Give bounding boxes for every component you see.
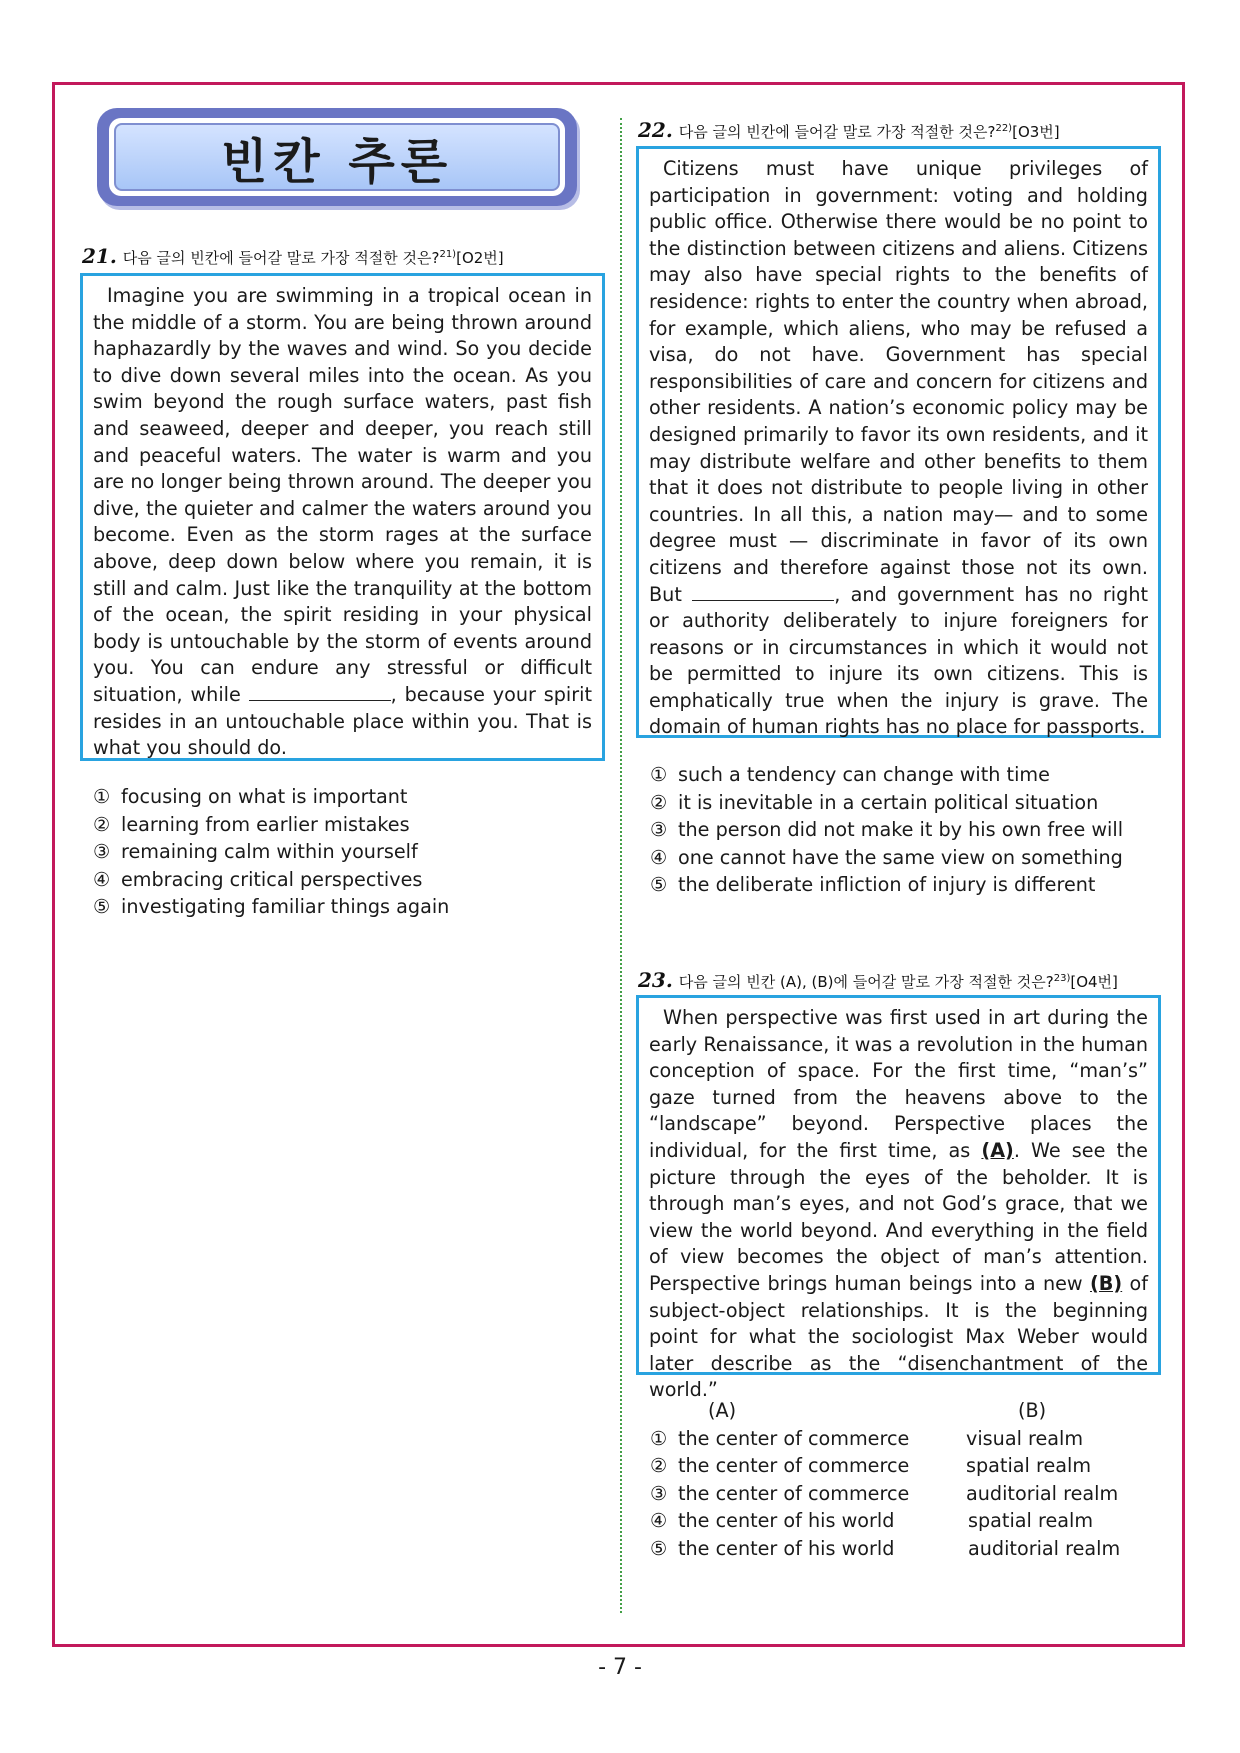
q22-blank [692, 582, 834, 601]
q22-code: [O3번] [1012, 123, 1060, 141]
q22-text-before: Citizens must have unique privileges of participation in government: voting and holding public office. Otherwise there would be no point to the distinction between citizens and aliens. Citizens may also have special rights to the benefits of residence: rights to enter the country when abroad, for example, which aliens, who may be refused a visa, do not have. Government has special responsibilities of care and concern for citizens and other residents. A nation’s economic policy may be designed primarily to favor its own residents, and it may distribute welfare and other benefits to them that it does not distribute to people living in other countries. In all this, a nation may— and to some degree must — discriminate in favor of its own citizens and therefore against those not its own. But [649, 157, 1148, 606]
q22-prompt: 다음 글의 빈칸에 들어갈 말로 가장 적절한 것은? [678, 123, 996, 141]
q22-option-1[interactable]: ① such a tendency can change with time [650, 763, 1050, 786]
q21-options [93, 783, 449, 921]
q21-ref: 21) [439, 249, 457, 260]
q22-option-3[interactable]: ③ the person did not make it by his own free will [650, 818, 1124, 841]
q23-header-b: (B) [1018, 1399, 1047, 1422]
q23-text-2: . We see the picture through the eyes of the beholder. It is through man’s eyes, and not God’s grace, that we view the world beyond. And everything in the field of view becomes the object of man’s attention. Perspective brings human beings into a new [649, 1138, 1148, 1295]
q23-option-5[interactable]: ⑤ the center of his world auditorial realm [650, 1536, 1121, 1560]
q23-ref: 23) [1053, 973, 1071, 984]
q22-header [638, 118, 1060, 142]
q23-option-3[interactable]: ③ the center of commerce auditorial realm [650, 1481, 1119, 1505]
section-title: 빈칸 추론 [114, 123, 560, 191]
q23-option-4[interactable]: ④ the center of his world spatial realm [650, 1509, 1094, 1532]
q21-blank [249, 682, 391, 701]
q23-header [638, 968, 1118, 992]
q21-option-2[interactable]: ② learning from earlier mistakes [93, 812, 410, 836]
column-divider [620, 118, 622, 1613]
q22-option-4[interactable]: ④ one cannot have the same view on something [650, 845, 1123, 869]
q21-text-before: Imagine you are swimming in a tropical ocean in the middle of a storm. You are being thrown around haphazardly by the waves and wind. So you decide to dive down several miles into the ocean. As you swim beyond the rough surface waters, past fish and seaweed, deeper and deeper, you reach still and peaceful waters. The water is warm and you are no longer being thrown around. The deeper you dive, the quieter and calmer the waters around you become. Even as the storm rages at the surface above, deep down below where you remain, it is still and calm. Just like the tranquility at the bottom of the ocean, the spirit residing in your physical body is untouchable by the storm of events around you. You can endure any stressful or difficult situation, while [93, 284, 592, 706]
q23-header-a: (A) [708, 1399, 737, 1422]
q21-option-1[interactable]: ① focusing on what is important [93, 785, 408, 808]
q21-option-3[interactable]: ③ remaining calm within yourself [93, 840, 418, 863]
q23-passage [636, 995, 1161, 1402]
q22-text-after: , and government has no right or authority deliberately to injure foreigners for reasons or in circumstances in which it would not be permitted to injure its own citizens. This is emphatically true when the injury is grave. The domain of human rights has no place for passports. [649, 582, 1149, 739]
section-title-frame [109, 118, 565, 196]
q21-code: [O2번] [456, 249, 504, 267]
q21-number: 21. [82, 244, 117, 268]
q22-ref: 22) [995, 123, 1013, 134]
q22-passage [636, 146, 1161, 738]
q23-blank-b: (B) [1089, 1271, 1123, 1295]
section-title-badge [97, 108, 577, 206]
q21-header [82, 244, 504, 268]
q22-option-5[interactable]: ⑤ the deliberate infliction of injury is different [650, 873, 1096, 896]
q23-option-1[interactable]: ① the center of commerce visual realm [650, 1426, 1084, 1450]
q23-option-2[interactable]: ② the center of commerce spatial realm [650, 1454, 1092, 1477]
q21-text-after: , because your spirit resides in an untouchable place within you. That is what you should do. [93, 682, 592, 760]
q21-option-4[interactable]: ④ embracing critical perspectives [93, 867, 423, 891]
q23-number: 23. [638, 968, 673, 992]
q21-option-5[interactable]: ⑤ investigating familiar things again [93, 895, 450, 918]
q23-text-3: of subject-object relationships. It is the beginning point for what the sociologist Max Weber would later describe as the “disenchantment of the world.” [649, 1271, 1148, 1402]
q21-prompt: 다음 글의 빈칸에 들어갈 말로 가장 적절한 것은? [122, 249, 440, 267]
q23-text-1: When perspective was first used in art during the early Renaissance, it was a revolution in the human conception of space. For the first time, “man’s” gaze turned from the heavens above to the “landscape” beyond. Perspective places the individual, for the first time, as [649, 1006, 1148, 1162]
q22-option-2[interactable]: ② it is inevitable in a certain political situation [650, 790, 1099, 814]
q22-options [650, 761, 1123, 899]
page-number: - 7 - [598, 1655, 642, 1680]
q23-blank-a: (A) [981, 1138, 1014, 1162]
q21-passage [80, 273, 605, 761]
q23-options-header [650, 1397, 1150, 1425]
q23-options [650, 1397, 1150, 1562]
q23-prompt: 다음 글의 빈칸 (A), (B)에 들어갈 말로 가장 적절한 것은? [678, 973, 1054, 991]
q23-code: [O4번] [1070, 973, 1118, 991]
q22-number: 22. [638, 118, 673, 142]
